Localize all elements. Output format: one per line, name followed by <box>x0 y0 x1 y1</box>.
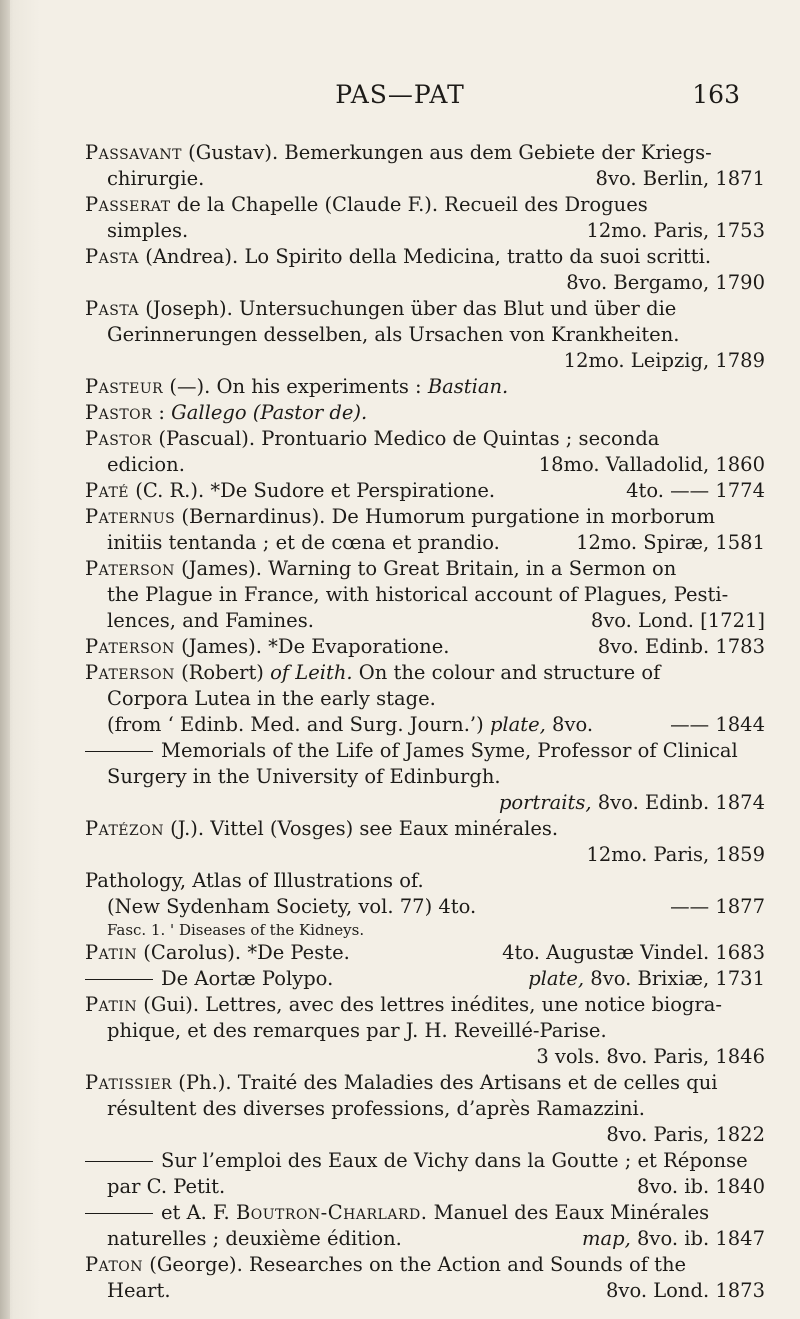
entry-text: On the colour and structure of <box>352 661 661 684</box>
imprint <box>564 348 765 374</box>
imprint-text: 18mo. Valladolid, 1860 <box>538 453 765 476</box>
entry-line <box>85 992 765 1018</box>
entry-line <box>85 816 765 842</box>
author-name: Patissier <box>85 1071 173 1094</box>
bibliography-entry <box>85 1148 765 1200</box>
bibliography-entry <box>85 660 765 738</box>
imprint-text: 3 vols. 8vo. Paris, 1846 <box>536 1045 765 1068</box>
imprint <box>528 966 765 992</box>
imprint <box>586 218 765 244</box>
author-name: Passerat <box>85 193 171 216</box>
author-name: Paterson <box>85 635 175 658</box>
entry-text: Pathology, Atlas of Illustrations of. <box>85 869 424 892</box>
entry-text: (New Sydenham Society, vol. 77) 4to. <box>107 895 477 918</box>
entry-text: Sur l’emploi des Eaux de Vichy dans la Goutte ; et Réponse <box>161 1149 748 1172</box>
bibliography-entry <box>85 816 765 868</box>
imprint <box>626 478 765 504</box>
author-name: Patézon <box>85 817 164 840</box>
entry-text: simples. <box>107 219 189 242</box>
bibliography-entry <box>85 426 765 478</box>
author-name: Paton <box>85 1253 144 1276</box>
bibliography-entry <box>85 966 765 992</box>
imprint-text: 8vo. Edinb. 1783 <box>597 635 765 658</box>
imprint <box>596 166 765 192</box>
entry-text: (Pascual). Prontuario Medico de Quintas ; seconda <box>152 427 660 450</box>
entry-text: (Ph.). Traité des Maladies des Artisans et de celles qui <box>172 1071 718 1094</box>
imprint-text: 4to. —— 1774 <box>626 479 765 502</box>
entry-line <box>85 374 765 400</box>
entry-text: phique, et des remarques par J. H. Reveillé-Parise. <box>107 1019 607 1042</box>
entry-line <box>85 1044 765 1070</box>
ditto-dash <box>85 1213 153 1214</box>
imprint <box>499 790 765 816</box>
entry-line <box>85 608 765 634</box>
author-name: Pasteur <box>85 375 164 398</box>
author-name: Pasta <box>85 245 140 268</box>
bibliography-entry <box>85 940 765 966</box>
entry-line <box>85 966 765 992</box>
entry-text: chirurgie. <box>107 167 205 190</box>
entry-line <box>85 1096 765 1122</box>
entry-text: et A. F. <box>161 1201 236 1224</box>
author-name: Paternus <box>85 505 176 528</box>
bibliography-entry <box>85 556 765 634</box>
ditto-dash <box>85 1161 153 1162</box>
entry-text: (James). Warning to Great Britain, in a Sermon on <box>174 557 677 580</box>
entry-text: résultent des diverses professions, d’après Ramazzini. <box>107 1097 645 1120</box>
entry-line <box>85 686 765 712</box>
bibliography-entry <box>85 1200 765 1252</box>
entry-line <box>85 1122 765 1148</box>
coauthor-name: Boutron-Charlard. <box>235 1201 428 1224</box>
entry-text: lences, and Famines. <box>107 609 314 632</box>
imprint-text: 12mo. Leipzig, 1789 <box>563 349 765 372</box>
entry-text: (J.). Vittel (Vosges) see Eaux minérales. <box>163 817 559 840</box>
bibliography-entry <box>85 1252 765 1304</box>
entry-line <box>85 1174 765 1200</box>
bibliography-entry <box>85 140 765 192</box>
entry-line <box>85 712 765 738</box>
entry-line <box>85 660 765 686</box>
author-name: Paté <box>85 479 130 502</box>
entry-text: (James). *De Evaporatione. <box>174 635 450 658</box>
entry-text: De Aortæ Polypo. <box>161 967 334 990</box>
author-name: Paterson <box>85 661 175 684</box>
entry-line <box>85 322 765 348</box>
entry-line <box>85 166 765 192</box>
entry-text: Corpora Lutea in the early stage. <box>107 687 436 710</box>
entry-text: (Joseph). Untersuchungen über das Blut und über die <box>139 297 677 320</box>
bibliography-entry <box>85 244 765 296</box>
entry-text: Surgery in the University of Edinburgh. <box>107 765 501 788</box>
imprint-text: 8vo. Edinb. 1874 <box>591 791 765 814</box>
entry-line <box>85 192 765 218</box>
entry-line <box>85 348 765 374</box>
entry-line <box>85 1148 765 1174</box>
bibliography-entry <box>85 634 765 660</box>
imprint <box>576 530 765 556</box>
imprint-text: 4to. Augustæ Vindel. 1683 <box>502 941 765 964</box>
imprint <box>670 894 765 920</box>
imprint <box>670 712 765 738</box>
entry-line <box>85 244 765 270</box>
entry-text: naturelles ; deuxième édition. <box>107 1227 402 1250</box>
italic-text: of Leith. <box>270 661 353 684</box>
author-name: Patin <box>85 941 138 964</box>
imprint <box>502 940 765 966</box>
imprint <box>566 270 765 296</box>
entry-line <box>85 1018 765 1044</box>
imprint-text: 8vo. Bergamo, 1790 <box>566 271 765 294</box>
entry-text: (Carolus). *De Peste. <box>137 941 350 964</box>
imprint-text: —— 1844 <box>670 713 765 736</box>
entry-text: (C. R.). *De Sudore et Perspiratione. <box>129 479 496 502</box>
imprint-text: 8vo. ib. 1847 <box>630 1227 765 1250</box>
entry-line <box>85 1200 765 1226</box>
imprint-italic: plate, <box>528 967 585 990</box>
imprint-text: 8vo. Lond. [1721] <box>590 609 765 632</box>
entry-text: edicion. <box>107 453 185 476</box>
entry-line <box>85 738 765 764</box>
running-head: PAS—PAT <box>335 80 465 109</box>
italic-text: plate, <box>489 713 546 736</box>
entry-line <box>85 764 765 790</box>
imprint <box>539 452 765 478</box>
entry-line <box>85 270 765 296</box>
bibliography-entry <box>85 478 765 504</box>
entry-line <box>85 582 765 608</box>
entry-line <box>85 1226 765 1252</box>
entry-line <box>85 634 765 660</box>
entry-note: Fasc. 1. ' Diseases of the Kidneys. <box>107 921 365 939</box>
ditto-dash <box>85 751 153 752</box>
entry-text: : <box>152 401 172 424</box>
entry-line <box>85 218 765 244</box>
entry-line <box>85 1278 765 1304</box>
imprint <box>606 1122 765 1148</box>
entry-text: Memorials of the Life of James Syme, Professor of Clinical <box>161 739 738 762</box>
entry-line <box>85 504 765 530</box>
imprint-text: 8vo. Brixiæ, 1731 <box>584 967 765 990</box>
bibliography-entry <box>85 1070 765 1148</box>
entry-line <box>85 868 765 894</box>
italic-text: Gallego (Pastor de). <box>171 401 368 424</box>
imprint <box>637 1174 765 1200</box>
entry-text: (from ‘ Edinb. Med. and Surg. Journ.’) <box>107 713 490 736</box>
entry-line <box>85 894 765 920</box>
entry-line <box>85 790 765 816</box>
bibliography-entries <box>85 140 765 1304</box>
bibliography-entry <box>85 400 765 426</box>
ditto-dash <box>85 979 153 980</box>
imprint <box>536 1044 765 1070</box>
entry-line <box>85 1252 765 1278</box>
imprint-text: 8vo. Berlin, 1871 <box>595 167 765 190</box>
entry-line <box>85 556 765 582</box>
entry-line <box>85 478 765 504</box>
entry-text: (Andrea). Lo Spirito della Medicina, tratto da suoi scritti. <box>139 245 712 268</box>
bibliography-entry <box>85 868 765 940</box>
entry-line <box>85 400 765 426</box>
bibliography-entry <box>85 504 765 556</box>
bibliography-entry <box>85 296 765 374</box>
entry-text: (Bernardinus). De Humorum purgatione in morborum <box>175 505 716 528</box>
entry-text: initiis tentanda ; et de cœna et prandio. <box>107 531 500 554</box>
entry-text: Manuel des Eaux Minérales <box>427 1201 710 1224</box>
entry-text: Gerinnerungen desselben, als Ursachen von Krankheiten. <box>107 323 680 346</box>
italic-text: Bastian. <box>427 375 509 398</box>
author-name: Paterson <box>85 557 175 580</box>
imprint <box>598 634 765 660</box>
entry-text: Heart. <box>107 1279 171 1302</box>
bibliography-entry <box>85 992 765 1070</box>
entry-text: (Robert) <box>174 661 271 684</box>
entry-line <box>85 296 765 322</box>
entry-text: (Gui). Lettres, avec des lettres inédites, une notice biogra- <box>137 993 722 1016</box>
entry-text: par C. Petit. <box>107 1175 226 1198</box>
page-binding-shadow <box>0 0 10 1319</box>
imprint-text: 12mo. Spiræ, 1581 <box>576 531 765 554</box>
page-number: 163 <box>692 80 740 109</box>
imprint-text: 12mo. Paris, 1753 <box>586 219 765 242</box>
entry-text: (George). Researches on the Action and Sounds of the <box>143 1253 687 1276</box>
entry-text: 8vo. <box>545 713 594 736</box>
author-name: Pastor <box>85 427 153 450</box>
imprint-italic: map, <box>582 1227 631 1250</box>
author-name: Patin <box>85 993 138 1016</box>
entry-line <box>85 530 765 556</box>
imprint-text: 8vo. Paris, 1822 <box>606 1123 765 1146</box>
bibliography-entry <box>85 738 765 816</box>
entry-line <box>85 842 765 868</box>
entry-text: (—). On his experiments : <box>163 375 428 398</box>
author-name: Pasta <box>85 297 140 320</box>
page-header <box>0 80 800 114</box>
entry-text: de la Chapelle (Claude F.). Recueil des Drogues <box>170 193 648 216</box>
imprint <box>586 842 765 868</box>
author-name: Passavant <box>85 141 182 164</box>
author-name: Pastor <box>85 401 153 424</box>
imprint <box>591 608 765 634</box>
bibliography-entry <box>85 192 765 244</box>
entry-line <box>85 452 765 478</box>
imprint-text: 12mo. Paris, 1859 <box>586 843 765 866</box>
imprint <box>606 1278 765 1304</box>
entry-line <box>85 140 765 166</box>
imprint-italic: portraits, <box>498 791 592 814</box>
imprint-text: —— 1877 <box>670 895 765 918</box>
entry-text: (Gustav). Bemerkungen aus dem Gebiete der Kriegs- <box>181 141 712 164</box>
entry-line <box>85 426 765 452</box>
imprint-text: 8vo. ib. 1840 <box>637 1175 765 1198</box>
entry-text: the Plague in France, with historical account of Plagues, Pesti- <box>107 583 729 606</box>
bibliography-entry <box>85 374 765 400</box>
imprint <box>582 1226 765 1252</box>
entry-line <box>85 1070 765 1096</box>
entry-line <box>85 940 765 966</box>
imprint-text: 8vo. Lond. 1873 <box>606 1279 765 1302</box>
